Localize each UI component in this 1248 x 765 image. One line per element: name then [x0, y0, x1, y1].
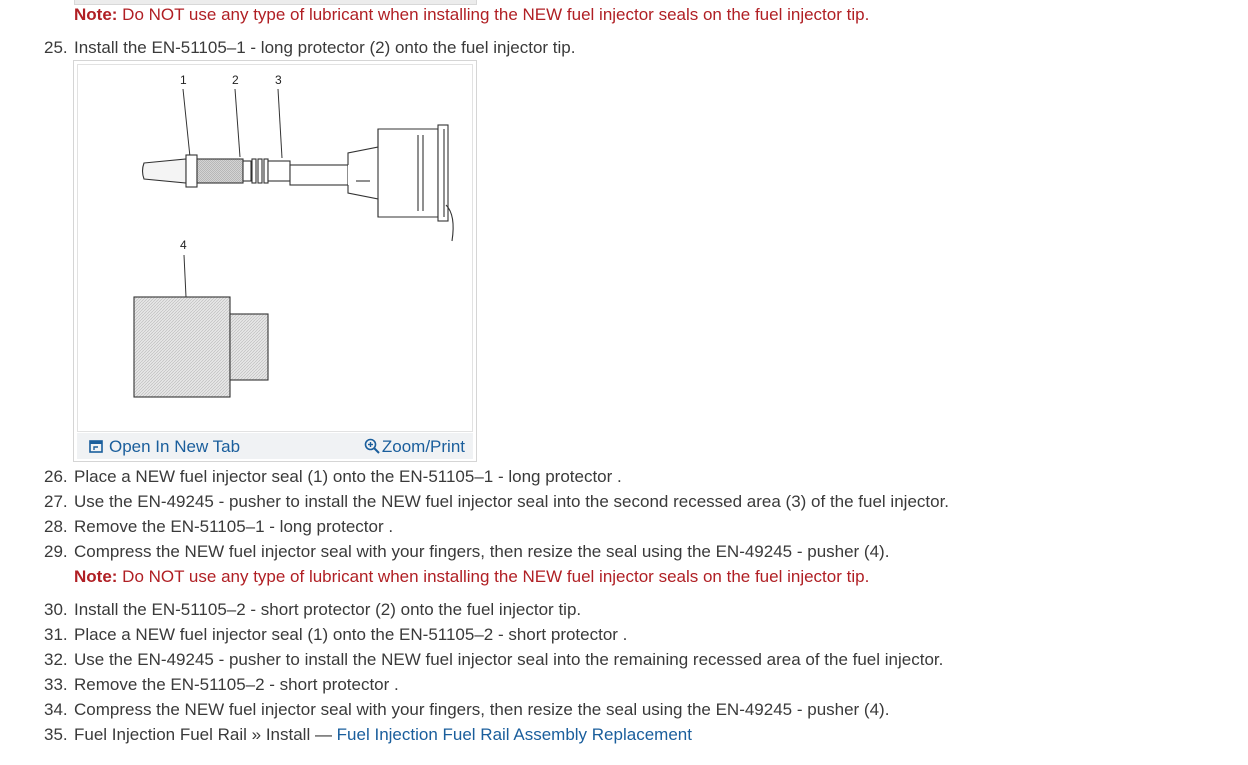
step-text: Remove the EN-51105–2 - short protector .: [74, 675, 399, 694]
step-number: 34.: [44, 700, 68, 719]
step-28: [44, 517, 393, 537]
step-33: [44, 675, 399, 695]
step-number: 32.: [44, 650, 68, 669]
step-number: 25.: [44, 38, 68, 57]
leader-line-4: [184, 255, 186, 297]
step-29: [44, 542, 889, 562]
note-top: [74, 5, 869, 25]
zoom-print-label: Zoom/Print: [381, 437, 465, 456]
illustration-figure: [73, 60, 477, 462]
step-34: [44, 700, 889, 720]
step-30: [44, 600, 581, 620]
step-number: 35.: [44, 725, 68, 744]
step-text: Fuel Injection Fuel Rail » Install —: [74, 725, 337, 744]
leader-line-1: [183, 89, 190, 157]
open-new-tab-icon: [89, 440, 103, 454]
step-text: Compress the NEW fuel injector seal with your fingers, then resize the seal using the EN-49245 - pusher (4).: [74, 542, 890, 561]
note-text: Do NOT use any type of lubricant when installing the NEW fuel injector seals on the fuel injector tip.: [117, 5, 870, 24]
step-number: 27.: [44, 492, 68, 511]
callout-1: 1: [180, 73, 187, 87]
fuel-injector-drawing: [143, 125, 454, 241]
note-text: Do NOT use any type of lubricant when installing the NEW fuel injector seals on the fuel injector tip.: [117, 567, 870, 586]
step-number: 26.: [44, 467, 68, 486]
zoom-print-link[interactable]: [364, 437, 465, 457]
step-31: [44, 625, 627, 645]
step-text: Install the EN-51105–2 - short protector (2) onto the fuel injector tip.: [74, 600, 582, 619]
step-32: [44, 650, 943, 670]
step-number: 29.: [44, 542, 68, 561]
step-number: 31.: [44, 625, 68, 644]
step-number: 33.: [44, 675, 68, 694]
fuel-rail-assembly-link[interactable]: Fuel Injection Fuel Rail Assembly Replacement: [336, 725, 692, 744]
note-mid: [74, 567, 869, 587]
pusher-tool-drawing: [134, 297, 268, 397]
injector-diagram: [78, 65, 472, 431]
note-label: Note:: [74, 567, 118, 586]
step-text: Install the EN-51105–1 - long protector (2) onto the fuel injector tip.: [74, 38, 576, 57]
open-new-tab-label: Open In New Tab: [109, 437, 241, 456]
step-text: Place a NEW fuel injector seal (1) onto the EN-51105–2 - short protector .: [74, 625, 628, 644]
step-text: Compress the NEW fuel injector seal with your fingers, then resize the seal using the EN-49245 - pusher (4).: [74, 700, 890, 719]
step-text: Place a NEW fuel injector seal (1) onto the EN-51105–1 - long protector .: [74, 467, 622, 486]
zoom-in-icon: [364, 438, 380, 454]
step-text: Use the EN-49245 - pusher to install the NEW fuel injector seal into the remaining recessed area of the fuel injector.: [74, 650, 944, 669]
callout-3: 3: [275, 73, 282, 87]
leader-line-3: [278, 89, 282, 158]
step-27: [44, 492, 949, 512]
leader-line-2: [235, 89, 240, 157]
note-label: Note:: [74, 5, 118, 24]
step-number: 28.: [44, 517, 68, 536]
step-26: [44, 467, 622, 487]
step-25: [44, 38, 575, 58]
callout-4: 4: [180, 238, 187, 252]
figure-toolbar: [77, 433, 473, 459]
step-text: Remove the EN-51105–1 - long protector .: [74, 517, 394, 536]
step-number: 30.: [44, 600, 68, 619]
step-text: Use the EN-49245 - pusher to install the NEW fuel injector seal into the second recessed area (3) of the fuel injector.: [74, 492, 950, 511]
injector-illustration[interactable]: [77, 64, 473, 432]
step-35: [44, 725, 692, 745]
callout-2: 2: [232, 73, 239, 87]
open-new-tab-link[interactable]: [89, 437, 240, 457]
